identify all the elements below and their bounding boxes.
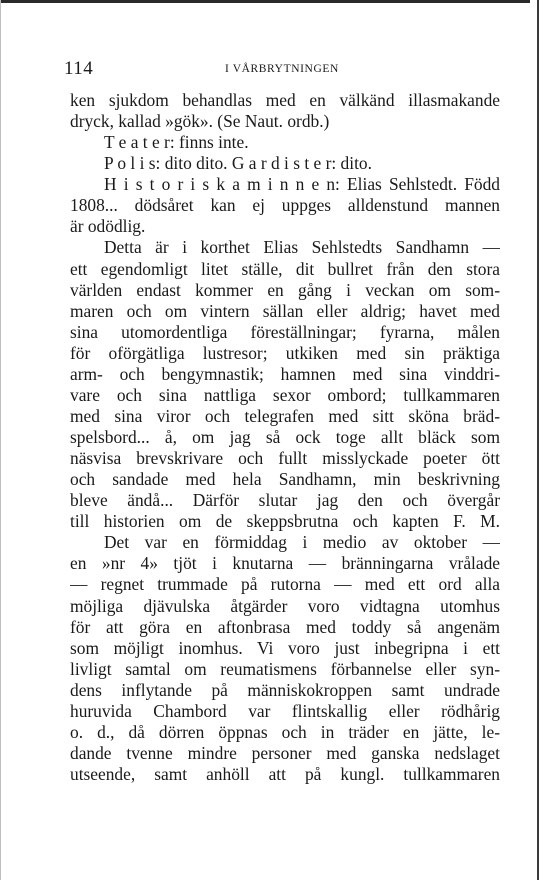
left-page-edge (0, 0, 1, 880)
text-line: vare och sina nattliga sexor ombord; tullkammaren (70, 384, 500, 405)
text-line: huruvida Chambord var flintskallig eller rödhårig (70, 700, 500, 721)
page-header (64, 58, 504, 82)
text-line: 1808... dödsåret kan ej uppges alldenstund mannen (70, 195, 500, 216)
text-line: till historien om de skeppsbrutna och kapten F. M. (70, 511, 500, 532)
text-line: maren och om vintern sällan eller aldrig; havet med (70, 300, 500, 321)
top-border-line (0, 0, 530, 3)
text-line: H i s t o r i s k a m i n n e n: Elias Sehlstedt. Född (104, 174, 500, 195)
text-line: dens inflytande på människokroppen samt undrade (70, 679, 500, 700)
text-line: — regnet trummade på rutorna — med ett ord alla (70, 574, 500, 595)
text-line: näsvisa brevskrivare och fullt misslyckade poeter ött (70, 448, 500, 469)
text-line: arm- och bengymnastik; hamnen med sina vinddri- (70, 363, 500, 384)
text-line: Det var en förmiddag i medio av oktober — (104, 532, 500, 553)
text-line: Detta är i korthet Elias Sehlstedts Sandhamn — (104, 237, 500, 258)
text-line: dande tvenne mindre personer med ganska nedslaget (70, 742, 500, 763)
text-line: världen endast kommer en gång i veckan om som- (70, 279, 500, 300)
text-line: o. d., då dörren öppnas och in träder en jätte, le- (70, 721, 500, 742)
text-line: med sina viror och telegrafen med sitt sköna bräd- (70, 405, 500, 426)
text-line: P o l i s: dito dito. G a r d i s t e r: dito. (104, 153, 372, 174)
text-line: spelsbord... å, om jag så ock toge allt bläck som (70, 427, 500, 447)
text-line: T e a t e r: finns inte. (104, 132, 249, 153)
text-line: för oförgätliga lustresor; utkiken med sin präktiga (70, 342, 500, 363)
text-line: och sandade med hela Sandhamn, min beskrivning (70, 469, 500, 490)
text-line: möjliga djävulska åtgärder voro vidtagna utomhus (70, 595, 500, 616)
text-line: ken sjukdom behandlas med en välkänd illasmakande (70, 90, 500, 110)
text-line: för att göra en aftonbrasa med toddy så angenäm (70, 616, 500, 637)
text-line: sina utomordentliga föreställningar; fyrarna, målen (70, 321, 500, 342)
text-line: ett egendomligt litet ställe, dit bullret från den stora (70, 258, 500, 279)
right-page-edge (537, 0, 539, 880)
text-line: en »nr 4» tjöt i knutarna — bränningarna vrålade (70, 553, 500, 574)
text-line: dryck, kallad »gök». (Se Naut. ordb.) (70, 111, 330, 132)
running-head: I VÅRBRYTNINGEN (225, 63, 339, 75)
text-line: utseende, samt anhöll att på kungl. tullkammaren (70, 764, 500, 784)
page-number: 114 (64, 58, 94, 79)
text-line: som möjligt inomhus. Vi voro just inbegripna i ett (70, 637, 500, 658)
text-line: är odödlig. (70, 216, 146, 237)
body-text (70, 90, 500, 785)
text-line: livligt samtal om reumatismens förbannelse eller syn- (70, 658, 500, 679)
text-line: bleve ändå... Därför slutar jag den och övergår (70, 490, 500, 511)
